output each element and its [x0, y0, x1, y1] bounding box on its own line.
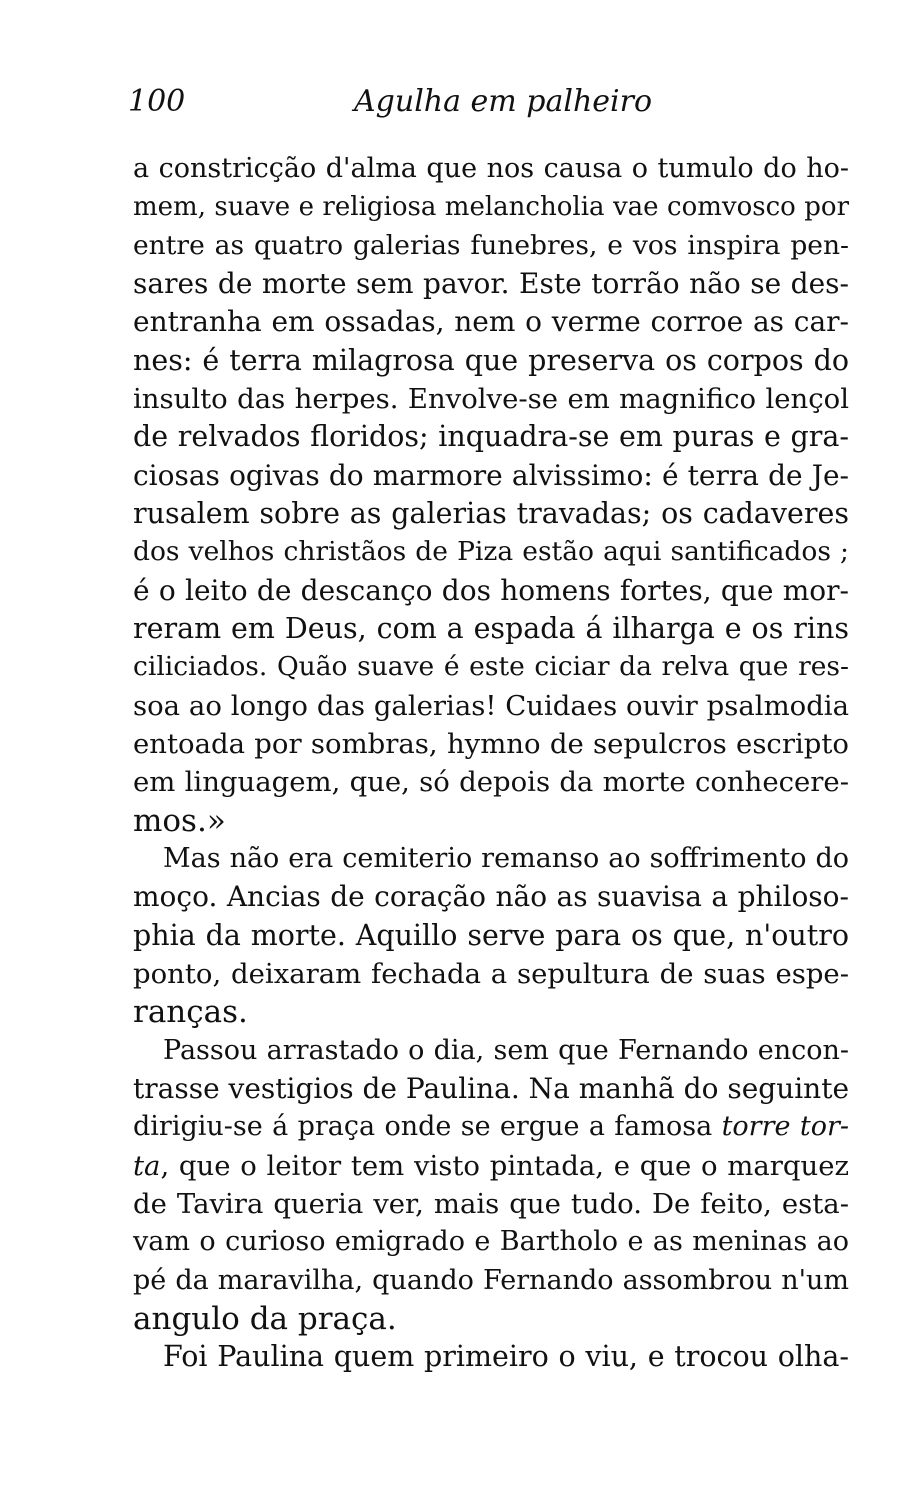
text-line: reram em Deus, com a espada á ilharga e os rins [133, 611, 849, 645]
text-line: moço. Ancias de coração não as suavisa a philoso- [133, 880, 849, 914]
text-line: mem, suave e religiosa melancholia vae comvosco por [133, 192, 849, 223]
paragraph-start-line: Mas não era cemiterio remanso ao soffrimento do [163, 842, 849, 874]
text-segment: , que o leitor tem visto pintada, e que o marquez [160, 1149, 849, 1182]
text-line: phia da morte. Aquillo serve para os que, n'outro [133, 918, 849, 952]
body-text [133, 150, 849, 1377]
text-line: é o leito de descanço dos homens fortes, que mor- [133, 573, 849, 607]
text-line: angulo da praça. [133, 1300, 397, 1337]
text-line: em linguagem, que, só depois da morte conhecere- [133, 766, 849, 799]
text-line: de relvados floridos; inquadra-se em puras e gra- [133, 420, 849, 454]
text-segment: dirigiu-se á praça onde se ergue a famosa [133, 1111, 722, 1143]
text-line: vam o curioso emigrado e Bartholo e as meninas ao [133, 1226, 849, 1258]
text-line: rusalem sobre as galerias travadas; os cadaveres [133, 496, 849, 530]
text-line: dos velhos christãos de Piza estão aqui santificados ; [133, 536, 849, 568]
text-line: sares de morte sem pavor. Este torrão não se des- [133, 266, 849, 300]
text-line-mixed [133, 1108, 849, 1146]
paragraph-start-line: Passou arrastado o dia, sem que Fernando encon- [163, 1034, 849, 1066]
page-number: 100 [128, 84, 186, 119]
text-line: entre as quatro galerias funebres, e vos inspira pen- [133, 229, 849, 261]
text-line: trasse vestigios de Paulina. Na manhã do seguinte [133, 1071, 850, 1105]
text-line: entoada por sombras, hymno de sepulcros escripto [133, 727, 849, 760]
text-line: soa ao longo das galerias! Cuidaes ouvir psalmodia [133, 689, 849, 722]
text-line: de Tavira queria ver, mais que tudo. De feito, esta- [133, 1187, 849, 1220]
italic-segment: torre tor- [721, 1111, 849, 1143]
text-line: ciliciados. Quão suave é este ciciar da relva que res- [133, 651, 849, 683]
italic-segment: ta [133, 1149, 161, 1182]
text-line: ranças. [133, 994, 248, 1031]
text-line: insulto das herpes. Envolve-se em magnifico lençol [133, 382, 849, 415]
running-title: Agulha em palheiro [354, 84, 653, 119]
text-line-mixed [133, 1147, 849, 1185]
text-line: entranha em ossadas, nem o verme corroe as car- [133, 305, 849, 339]
text-line: ponto, deixaram fechada a sepultura de suas espe- [133, 957, 849, 990]
text-line: nes: é terra milagrosa que preserva os corpos do [133, 343, 849, 377]
text-line: a constricção d'alma que nos causa o tumulo do ho- [133, 153, 849, 184]
text-line: pé da maravilha, quando Fernando assombrou n'um [133, 1264, 849, 1296]
page-header [128, 82, 852, 122]
paragraph-start-line: Foi Paulina quem primeiro o viu, e trocou olha- [163, 1340, 849, 1374]
text-line: ciosas ogivas do marmore alvissimo: é terra de Je- [133, 458, 849, 492]
text-line: mos.» [133, 802, 226, 839]
